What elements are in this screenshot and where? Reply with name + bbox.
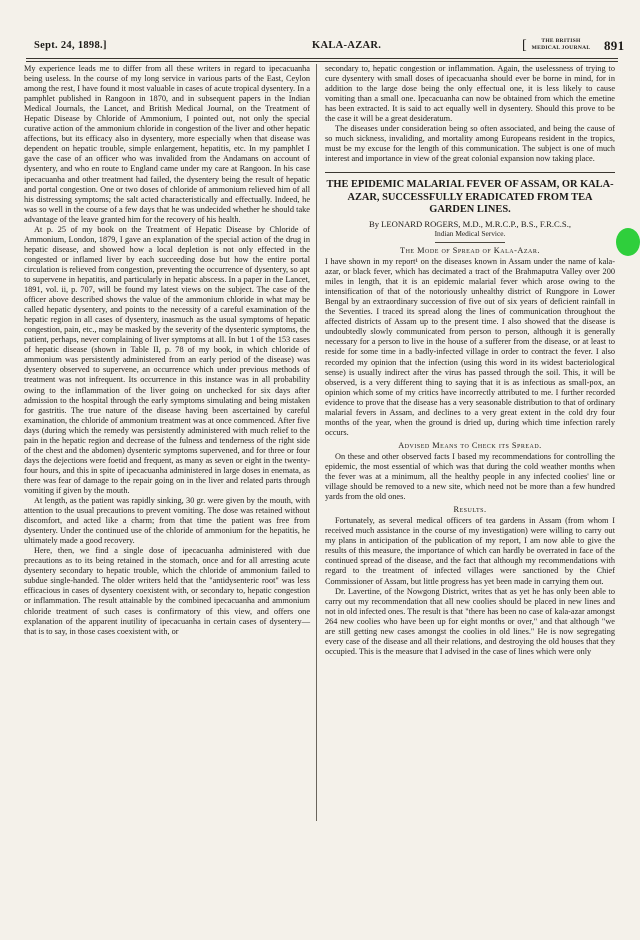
article-title: THE EPIDEMIC MALARIAL FEVER OF ASSAM, OR KALA-AZAR, SUCCESSFULLY ERADICATED FROM TEA GARDEN LINES. — [326, 179, 614, 216]
column-divider — [316, 64, 317, 821]
section-heading: Advised Means to Check its Spread. — [398, 440, 542, 450]
page-header — [22, 38, 626, 56]
section-heading: The Mode of Spread of Kala-Azar. — [400, 246, 540, 256]
paragraph: At length, as the patient was rapidly sinking, 30 gr. were given by the mouth, with attention to the usual precautions to prevent vomiting. The dose was retained without discomfort, and acted like a charm; from that time the patient was free from dysentery. Under the continued use of the chloride of ammonium for the hepatitis, he ultimately made a good recovery. — [24, 496, 310, 546]
paragraph: The diseases under consideration being so often associated, and being the cause of so much sickness, invaliding, and mortality among Europeans resident in the tropics, must be my excuse for the length of this communication. The subject is one of much interest and importance in view of the great colonial expansion now taking place. — [325, 124, 615, 164]
title-rule — [435, 242, 505, 243]
header-bracket: [ — [522, 38, 527, 53]
author-affiliation: Indian Medical Service. — [434, 228, 506, 238]
green-marker — [616, 228, 640, 256]
paragraph: Dr. Lavertine, of the Nowgong District, writes that as yet he has only been able to carry out my recommendation that all new coolies should be placed in new lines and not in old infected ones. The result is that "there has been no case of kala-azar amongst 264 new coolies who have been up for eight months or over," and that although "we are still getting new cases amongst the coolies in old lines." He is now segregating every case of the disease and all their relations, and destroying the old houses that they occupied. This is the measure that I advised in the case of lines which were only — [325, 586, 615, 656]
author-byline: By LEONARD ROGERS, M.D., M.R.C.P., B.S., F.R.C.S., — [368, 218, 572, 229]
journal-name: THE BRITISH MEDICAL JOURNAL — [531, 38, 591, 51]
issue-date: Sept. 24, 1898.] — [34, 40, 107, 51]
paragraph: Here, then, we find a single dose of ipecacuanha administered with due precautions as to its being retained in the stomach, once and for all arresting acute dysentery secondary to hepatic trouble, which the chloride of ammonium failed to subdue single-handed. The older writers held that the "antidysenteric root" was less efficacious in cases of dysentery coexistent with, or secondary to, hepatic congestion or inflammation. The result attainable by the combined ipecacuanha and ammonium chloride treatment of such cases is confirmatory of this view, and offers one explanation of the apparent inutility of ipecacuanha in certain cases of dysentery—that is to say, in those cases coexistent with, or — [24, 546, 310, 636]
header-rule-thin — [26, 61, 618, 62]
left-column — [24, 64, 310, 637]
article-separator — [325, 172, 615, 173]
section-heading: Results. — [453, 505, 487, 515]
paragraph: My experience leads me to differ from all these writers in regard to ipecacuanha being useless. In the course of my long service in various parts of the East, Ceylon among the rest, I have found it most valuable in cases of acute tropical dysentery. In a pamphlet published in Rangoon in 1870, and in subsequent papers in the Indian Medical Journals, the Lancet, and British Medical Journal, on the Treatment of Hepatic Disease by Chloride of Ammonium, I pointed out, not only the special curative action of the ammonium chloride in congestion of the liver and other hepatic affections, but its efficacy also in dysentery, more especially when that disease was dependent on hepatic trouble, simple enlargement, hepatitis, etc. In my pamphlet I gave the case of an officer who was invalided from the Andamans on account of dysentery, and who en route to England came under my care at Rangoon. In his case ipecacuanha and other treatment had failed, the dysentery being the result of hepatic and portal congestion. One or two doses of chloride of ammonium relieved him of all his distressing symptoms; the salt acted characteristically and effectually. Indeed, he was so well in the course of a few days that he was undecided whether he should take advantage of the leave granted him for the recovery of his health. — [24, 64, 310, 224]
running-title: KALA-AZAR. — [312, 40, 382, 51]
paragraph: secondary to, hepatic congestion or inflammation. Again, the uselessness of trying to cure dysentery with small doses of ipecacuanha should ever be borne in mind, for in addition to the large dose being the only effectual one, it is less likely to cause vomiting than a small one. Ipecacuanha can now be obtained from which the emetine has been extracted. It is said to act equally well in dysentery. Should this prove to be the case it will be a great desideratum. — [325, 64, 615, 124]
paragraph: At p. 25 of my book on the Treatment of Hepatic Disease by Chloride of Ammonium, London, 1879, I gave an explanation of the special action of the drug in hepatic disease, and showed how a local depletion is not only effected in the congested or inflamed liver by each succeeding dose but how the entire portal circulation is relieved from congestion, preventing the occurrence of dysentery, so apt to supervene in hepatitis, and particularly in hepatic abscess. In a paper in the Lancet, 1891, vol. ii, p. 707, will be found my latest views on the subject. The case of the officer above described shows the value of the ammonium chloride in what may be called hepatic dysentery, and points to the necessity of a careful examination of the hepatic region in all cases of dysentery, inasmuch as the usual symptoms of hepatic congestion, pain, etc., may be masked by the severity of the dysenteric symptoms, the patient, perhaps, never complaining of liver symptoms at all. In but 1 of the 153 cases of hepatic disease (shown in Table II, p. 78 of my book, in which chloride of ammonium was persistently administered from an early period of the disease) was dysentery observed to supervene, an occurrence which under previous methods of treatment was not infrequent. Its occurrence in this instance was in all probability owing to the inflammation of the liver going on unchecked for six days after admission to the hospital through the early symptoms simulating and being mistaken for gastritis. The true nature of the disease having been ascertained by careful examination, the chloride of ammonium treatment was at once commenced. After five days (during which the remedy was persistently administered with much relief to the pain in the hepatic region and decrease of the fulness and tenderness of the right side of the chest and the abdomen) dysenteric symptoms supervened, and for three or four days the dejections were foetid and frequent, as many as seven or eight in the twenty-four hours, and this in spite of ipecacuanha administered in large doses in enemata, as there was fear of damage to the repair going on in the liver and related parts through vomiting if given by the mouth. — [24, 224, 310, 495]
right-column — [325, 64, 615, 657]
paragraph: On these and other observed facts I based my recommendations for controlling the epidemic, the most essential of which was that during the cold weather months when the fever was at a minimum, all the healthy people in any infected coolies' line or village should be removed to a new site, which need not be more than a few hundred yards from the old ones. — [325, 451, 615, 502]
header-rule — [26, 58, 618, 59]
paragraph: Fortunately, as several medical officers of tea gardens in Assam (from whom I received much assistance in the course of my investigation) were willing to carry out my plans in anticipation of the publication of my report, I am now able to give the results of this measure, the importance of which can hardly be overrated in face of the continued spread of the disease, and the fact that although my recommendations with regard to the treatment of infected villages were sanctioned by the Chief Commissioner of Assam, but little progress has yet been made in carrying them out. — [325, 516, 615, 586]
page-number: 891 — [604, 38, 625, 53]
paragraph: I have shown in my report¹ on the diseases known in Assam under the name of kala-azar, or black fever, which has decimated a tract of the Brahmaputra Valley over 200 miles in length, that it is an epidemic malarial fever which arose owing to the intensification of that of the notoriously unhealthy district of Rungpore in Lower Bengal by an extraordinary succession of five out of six years of deficient rainfall in the Seventies. I traced its spread along the lines of communication throughout the affected districts of Assam up to the present time. I also showed that the disease is undoubtedly slowly communicated from person to person, although it is generally necessary for a person to live in the house of a sufferer from the disease, or at least to reside for some time in a badly-infected village in order to contract the fever. I also recorded my opinion that the infection (using this word in its widest bacteriological sense) is usually indirect after the virus has passed through the soil. This, it will be observed, is a very different thing to saying that it is as infectious as small-pox, an opinion which some of my critics have incorrectly attributed to me. I further recorded evidence to prove that the disease has a very seasonable distribution to that of ordinary malarial fevers in Assam, and declines to a very great extent in the cold dry four months of the year, when the ground is dried up, during which time infection rarely occurs. — [325, 257, 615, 437]
